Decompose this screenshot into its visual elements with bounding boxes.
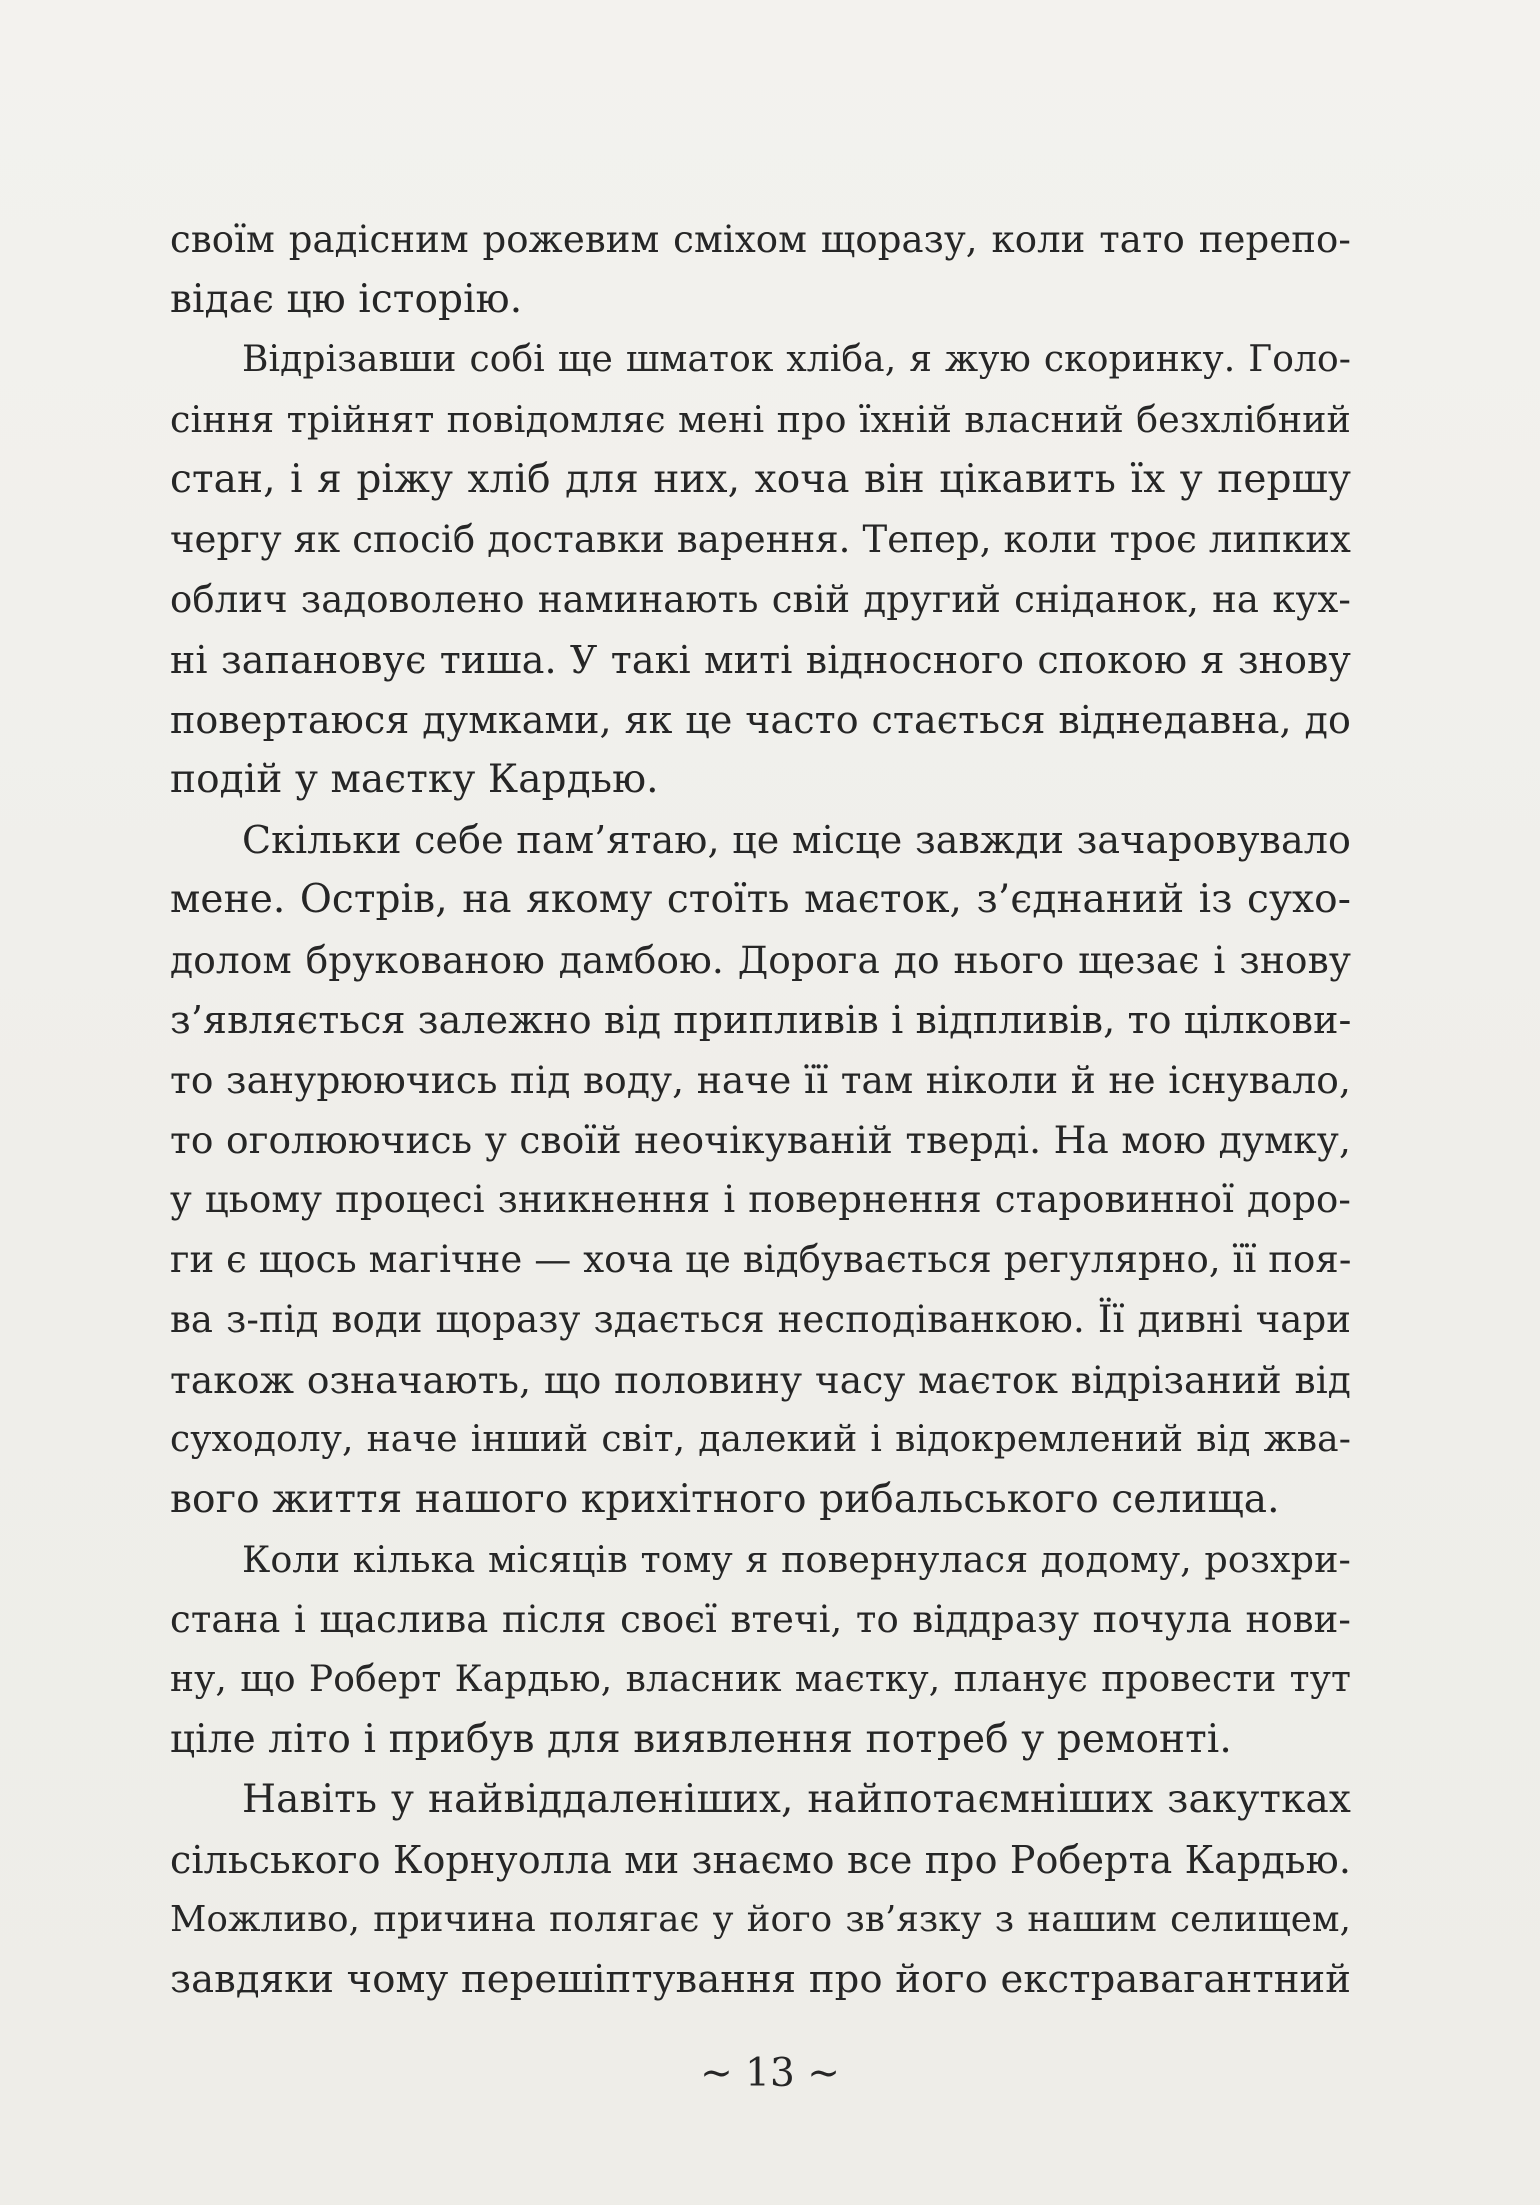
text-line: своїм радісним рожевим сміхом щоразу, коли тато перепо-: [170, 218, 1351, 261]
text-line: ну, що Роберт Кардью, власник маєтку, планує провести тут: [170, 1659, 1351, 1700]
text-line: також означають, що половину часу маєток відрізаний від: [170, 1358, 1351, 1402]
text-line: мене. Острів, на якому стоїть маєток, з’єднаний із сухо-: [170, 877, 1351, 922]
text-line: стана і щаслива після своєї втечі, то віддразу почула нови-: [170, 1598, 1351, 1641]
text-line: завдяки чому перешіптування про його екстравагантний: [170, 1957, 1351, 2002]
text-line: облич задоволено наминають свій другий сніданок, на кух-: [170, 578, 1351, 621]
text-line: відає цю історію.: [170, 277, 523, 322]
text-line: Скільки себе пам’ятаю, це місце завжди зачаровувало: [242, 818, 1351, 862]
text-line: Можливо, причина полягає у його зв’язку з нашим селищем,: [170, 1899, 1351, 1940]
text-line: ва з-під води щоразу здається несподіванкою. Її дивні чари: [170, 1298, 1351, 1341]
text-line: суходолу, наче інший світ, далекий і відокремлений від жва-: [170, 1419, 1351, 1460]
paragraph: [170, 210, 1351, 330]
body-text: [170, 210, 1351, 2010]
page-number: ~ 13 ~: [700, 2051, 840, 2096]
text-line: Навіть у найвіддаленіших, найпотаємніших закутках: [242, 1777, 1351, 1822]
text-line: Відрізавши собі ще шматок хліба, я жую скоринку. Голо-: [242, 339, 1351, 380]
text-line: сільського Корнуолла ми знаємо все про Роберта Кардью.: [170, 1838, 1351, 1882]
text-line: то оголюючись у своїй неочікуваній тверді. На мою думку,: [170, 1118, 1351, 1162]
text-line: чергу як спосіб доставки варення. Тепер, коли троє липких: [170, 518, 1351, 561]
paragraph: [170, 1530, 1351, 1770]
text-line: ні запановує тиша. У такі миті відносного спокою я знову: [170, 638, 1351, 682]
text-line: повертаюся думками, як це часто стається віднедавна, до: [170, 698, 1351, 742]
text-line: ціле літо і прибув для виявлення потреб у ремонті.: [170, 1717, 1232, 1762]
text-line: долом брукованою дамбою. Дорога до нього щезає і знову: [170, 938, 1351, 982]
text-line: Коли кілька місяців тому я повернулася додому, розхри-: [242, 1538, 1351, 1581]
text-line: то занурюючись під воду, наче її там ніколи й не існувало,: [170, 1058, 1351, 1102]
paragraph: [170, 1770, 1351, 2010]
paragraph: [170, 810, 1351, 1530]
text-line: сіння трійнят повідомляє мені про їхній власний безхлібний: [170, 398, 1351, 441]
text-line: подій у маєтку Кардью.: [170, 757, 659, 802]
text-line: вого життя нашого крихітного рибальського селища.: [170, 1477, 1280, 1522]
text-line: ги є щось магічне — хоча це відбувається регулярно, її поя-: [170, 1238, 1352, 1281]
text-line: з’являється залежно від припливів і відпливів, то цілкови-: [170, 998, 1352, 1042]
paragraph: [170, 330, 1351, 810]
text-line: у цьому процесі зникнення і повернення старовинної доро-: [170, 1178, 1351, 1221]
text-line: стан, і я ріжу хліб для них, хоча він цікавить їх у першу: [170, 457, 1351, 502]
